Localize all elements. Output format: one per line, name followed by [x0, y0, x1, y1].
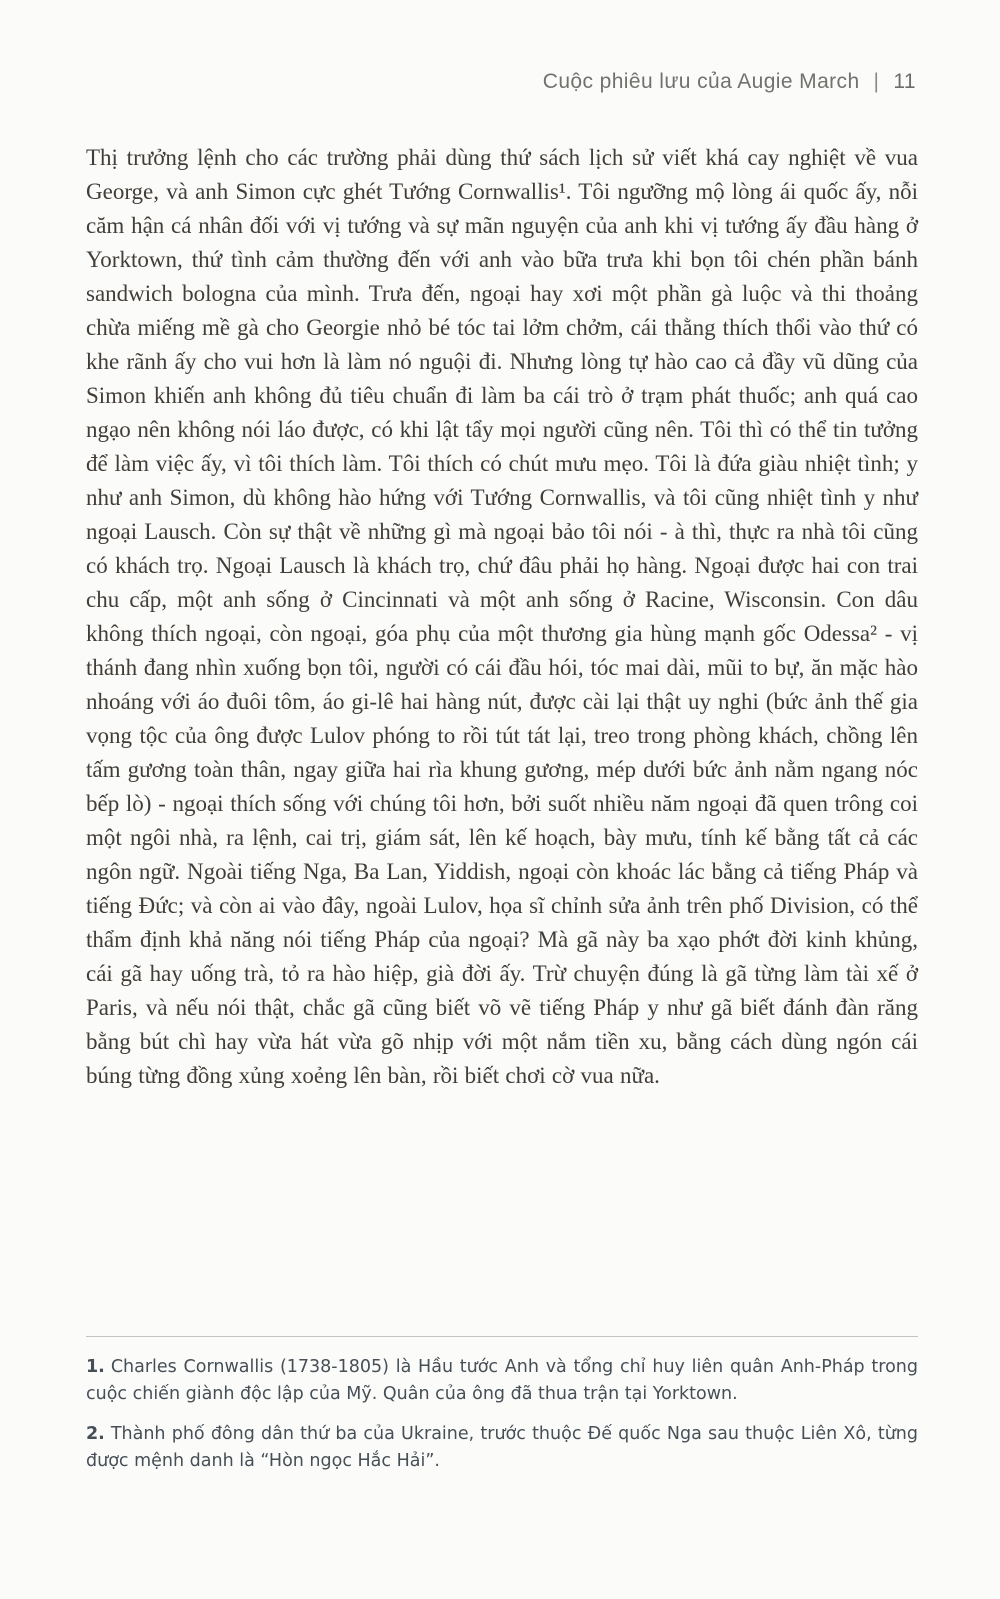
footnote-text: Charles Cornwallis (1738-1805) là Hầu tước Anh và tổng chỉ huy liên quân Anh-Pháp trong cuộc chiến giành độc lập của Mỹ. Quân của ông đã thua trận tại Yorktown. — [86, 1357, 918, 1404]
header-divider: | — [873, 70, 880, 93]
footnote-item — [86, 1354, 918, 1408]
footnote-marker: 2. — [86, 1424, 105, 1444]
body-paragraph: Thị trưởng lệnh cho các trường phải dùng thứ sách lịch sử viết khá cay nghiệt về vua George, và anh Simon cực ghét Tướng Cornwallis¹. Tôi ngưỡng mộ lòng ái quốc ấy, nỗi căm hận cá nhân đối với vị tướng và sự mãn nguyện của anh khi vị tướng ấy đầu hàng ở Yorktown, thứ tình cảm thường đến với anh vào bữa trưa khi bọn tôi chén phần bánh sandwich bologna của mình. Trưa đến, ngoại hay xơi một phần gà luộc và thi thoảng chừa miếng mề gà cho Georgie nhỏ bé tóc tai lởm chởm, cái thằng thích thổi vào thứ có khe rãnh ấy cho vui hơn là làm nó nguội đi. Nhưng lòng tự hào cao cả đầy vũ dũng của Simon khiến anh không đủ tiêu chuẩn đi làm ba cái trò ở trạm phát thuốc; anh quá cao ngạo nên không nói láo được, có khi lật tẩy mọi người cũng nên. Tôi thì có thể tin tưởng để làm việc ấy, vì tôi thích làm. Tôi thích có chút mưu mẹo. Tôi là đứa giàu nhiệt tình; y như anh Simon, dù không hào hứng với Tướng Cornwallis, và tôi cũng nhiệt tình y như ngoại Lausch. Còn sự thật về những gì mà ngoại bảo tôi nói - à thì, thực ra nhà tôi cũng có khách trọ. Ngoại Lausch là khách trọ, chứ đâu phải họ hàng. Ngoại được hai con trai chu cấp, một anh sống ở Cincinnati và một anh sống ở Racine, Wisconsin. Con dâu không thích ngoại, còn ngoại, góa phụ của một thương gia hùng mạnh gốc Odessa² - vị thánh đang nhìn xuống bọn tôi, người có cái đầu hói, tóc mai dài, mũi to bự, ăn mặc hào nhoáng với áo đuôi tôm, áo gi-lê hai hàng nút, được cài lại thật uy nghi (bức ảnh thế gia vọng tộc của ông được Lulov phóng to rồi tút tát lại, treo trong phòng khách, chồng lên tấm gương toàn thân, ngay giữa hai rìa khung gương, mép dưới bức ảnh nằm ngang nóc bếp lò) - ngoại thích sống với chúng tôi hơn, bởi suốt nhiều năm ngoại đã quen trông coi một ngôi nhà, ra lệnh, cai trị, giám sát, lên kế hoạch, bày mưu, tính kế bằng tất cả các ngôn ngữ. Ngoài tiếng Nga, Ba Lan, Yiddish, ngoại còn khoác lác bằng cả tiếng Pháp và tiếng Đức; và còn ai vào đây, ngoài Lulov, họa sĩ chỉnh sửa ảnh trên phố Division, có thể thẩm định khả năng nói tiếng Pháp của ngoại? Mà gã này ba xạo phớt đời kinh khủng, cái gã hay uống trà, tỏ ra hào hiệp, già đời ấy. Trừ chuyện đúng là gã từng làm tài xế ở Paris, và nếu nói thật, chắc gã cũng biết võ vẽ tiếng Pháp y như gã biết đánh đàn răng bằng bút chì hay vừa hát vừa gõ nhịp với một nắm tiền xu, bằng cách dùng ngón cái búng từng đồng xủng xoẻng lên bàn, rồi biết chơi cờ vua nữa. — [86, 145, 918, 1088]
page-body — [86, 141, 918, 1093]
footnote-text: Thành phố đông dân thứ ba của Ukraine, trước thuộc Đế quốc Nga sau thuộc Liên Xô, từng được mệnh danh là “Hòn ngọc Hắc Hải”. — [86, 1424, 918, 1471]
running-title: Cuộc phiêu lưu của Augie March — [542, 70, 860, 93]
footnote-divider — [86, 1336, 918, 1337]
page-header — [86, 70, 916, 94]
footnote-item — [86, 1421, 918, 1475]
footnote-marker: 1. — [86, 1357, 105, 1377]
footnote-section — [86, 1336, 918, 1488]
page-number: 11 — [893, 70, 916, 93]
